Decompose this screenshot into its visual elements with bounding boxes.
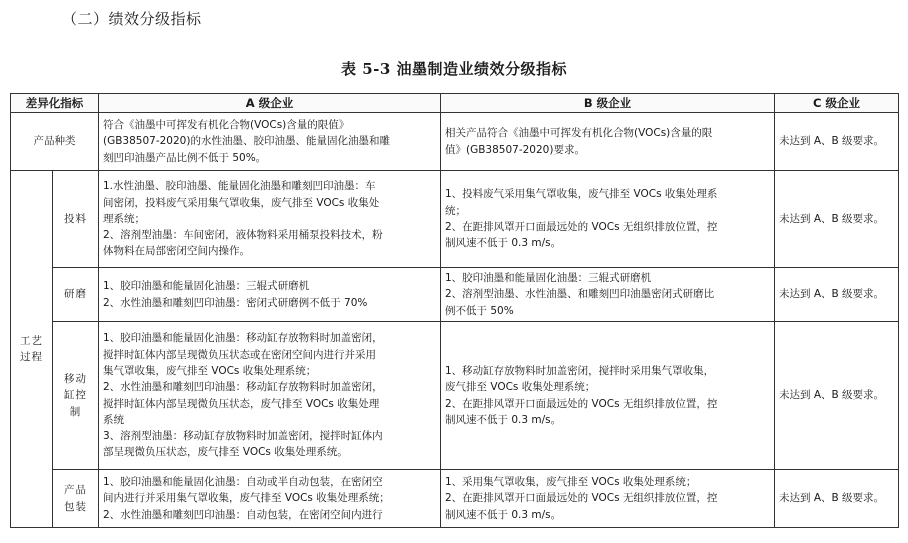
- packaging-label: 产品 包装: [53, 470, 99, 528]
- header-grade-a: A 级企业: [99, 94, 441, 113]
- table-row-product: [11, 113, 899, 171]
- packaging-grade-b: 1、采用集气罩收集，废气排至 VOCs 收集处理系统； 2、在距排风罩开口面最远处的 VOCs 无组织排放位置，控 制风速不低于 0.3 m/s。: [441, 470, 775, 528]
- grinding-grade-b: 1、胶印油墨和能量固化油墨：三辊式研磨机 2、溶剂型油墨、水性油墨、和雕刻凹印油墨密闭式研磨比 例不低于 50%: [441, 268, 775, 322]
- grinding-grade-a: 1、胶印油墨和能量固化油墨：三辊式研磨机 2、水性油墨和雕刻凹印油墨：密闭式研磨例不低于 70%: [99, 268, 441, 322]
- mobile-tank-grade-a: 1、胶印油墨和能量固化油墨：移动缸存放物料时加盖密闭， 搅拌时缸体内部呈现微负压状态或在密闭空间内进行并采用 集气罩收集，废气排至 VOCs 收集处理系统； 2、水性油墨和雕刻凹印油墨：移动缸存放物料时加盖密闭， 搅拌时缸体内部呈现微负压状态，废气排至 VOCs 收集处理 系统 3、溶剂型油墨：移动缸存放物料时加盖密闭，搅拌时缸体内 部呈现微负压状态，废气排至 VOCs 收集处理系统。: [99, 322, 441, 470]
- table-row-mobile-tank: [11, 322, 899, 470]
- mobile-tank-label: 移动 缸控 制: [53, 322, 99, 470]
- feeding-label: 投料: [53, 171, 99, 268]
- performance-grading-table: [10, 93, 899, 528]
- table-row-grinding: [11, 268, 899, 322]
- packaging-grade-c: 未达到 A、B 级要求。: [775, 470, 899, 528]
- product-grade-a: 符合《油墨中可挥发有机化合物(VOCs)含量的限值》 (GB38507-2020)的水性油墨、胶印油墨、能量固化油墨和雕 刻凹印油墨产品比例不低于 50%。: [99, 113, 441, 171]
- header-indicator: 差异化指标: [11, 94, 99, 113]
- mobile-tank-grade-b: 1、移动缸存放物料时加盖密闭，搅拌时采用集气罩收集， 废气排至 VOCs 收集处理系统； 2、在距排风罩开口面最远处的 VOCs 无组织排放位置，控 制风速不低于 0.3 m/s。: [441, 322, 775, 470]
- grinding-label: 研磨: [53, 268, 99, 322]
- process-group-label: 工艺 过程: [11, 171, 53, 528]
- mobile-tank-grade-c: 未达到 A、B 级要求。: [775, 322, 899, 470]
- table-title: 表 5-3 油墨制造业绩效分级指标: [340, 60, 568, 78]
- product-label: 产品种类: [11, 113, 99, 171]
- feeding-grade-b: 1、投料废气采用集气罩收集，废气排至 VOCs 收集处理系 统； 2、在距排风罩开口面最远处的 VOCs 无组织排放位置，控 制风速不低于 0.3 m/s。: [441, 171, 775, 268]
- product-grade-c: 未达到 A、B 级要求。: [775, 113, 899, 171]
- table-row-feeding: [11, 171, 899, 268]
- grinding-grade-c: 未达到 A、B 级要求。: [775, 268, 899, 322]
- section-heading: （二）绩效分级指标: [62, 10, 202, 28]
- feeding-grade-c: 未达到 A、B 级要求。: [775, 171, 899, 268]
- table-row-packaging: [11, 470, 899, 528]
- header-grade-c: C 级企业: [775, 94, 899, 113]
- product-grade-b: 相关产品符合《油墨中可挥发有机化合物(VOCs)含量的限 值》(GB38507-2020)要求。: [441, 113, 775, 171]
- packaging-grade-a: 1、胶印油墨和能量固化油墨：自动或半自动包装，在密闭空 间内进行并采用集气罩收集，废气排至 VOCs 收集处理系统； 2、水性油墨和雕刻凹印油墨：自动包装，在密闭空间内进行: [99, 470, 441, 528]
- header-grade-b: B 级企业: [441, 94, 775, 113]
- header-row: [11, 94, 899, 113]
- feeding-grade-a: 1.水性油墨、胶印油墨、能量固化油墨和雕刻凹印油墨：车 间密闭，投料废气采用集气罩收集，废气排至 VOCs 收集处 理系统； 2、溶剂型油墨：车间密闭，液体物料采用桶泵投料技术，粉 体物料在局部密闭空间内操作。: [99, 171, 441, 268]
